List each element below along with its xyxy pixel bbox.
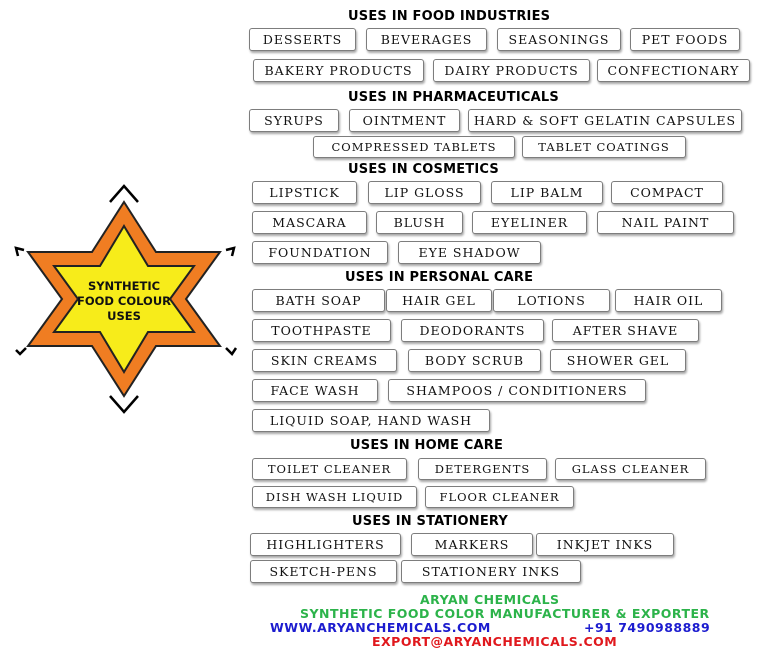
tag-seasonings: SEASONINGS	[497, 28, 621, 51]
tag-bakery-products: BAKERY PRODUCTS	[253, 59, 424, 82]
tag-skin-creams: SKIN CREAMS	[252, 349, 397, 372]
tag-compressed-tablets: COMPRESSED TABLETS	[313, 136, 515, 158]
tag-beverages: BEVERAGES	[366, 28, 487, 51]
tag-eyeliner: EYELINER	[472, 211, 587, 234]
star-badge-icon	[14, 182, 238, 414]
tag-shower-gel: SHOWER GEL	[550, 349, 686, 372]
tag-foundation: FOUNDATION	[252, 241, 388, 264]
tag-confectionary: CONFECTIONARY	[597, 59, 750, 82]
tag-shampoos-conditioners: SHAMPOOS / CONDITIONERS	[388, 379, 646, 402]
heading-home-care: USES IN HOME CARE	[350, 438, 504, 453]
badge-line-1: SYNTHETIC	[87, 279, 161, 293]
tag-tablet-coatings: TABLET COATINGS	[522, 136, 686, 158]
tag-deodorants: DEODORANTS	[401, 319, 544, 342]
footer-phone[interactable]: +91 7490988889	[584, 620, 711, 635]
tag-lip-gloss: LIP GLOSS	[368, 181, 481, 204]
footer-email[interactable]: EXPORT@ARYANCHEMICALS.COM	[372, 634, 618, 649]
footer-website[interactable]: WWW.ARYANCHEMICALS.COM	[270, 620, 491, 635]
heading-personal-care: USES IN PERSONAL CARE	[345, 270, 534, 285]
tag-dairy-products: DAIRY PRODUCTS	[433, 59, 590, 82]
tag-glass-cleaner: GLASS CLEANER	[555, 458, 706, 480]
tag-dish-wash-liquid: DISH WASH LIQUID	[252, 486, 417, 508]
tag-toilet-cleaner: TOILET CLEANER	[252, 458, 407, 480]
tag-desserts: DESSERTS	[249, 28, 356, 51]
tag-body-scrub: BODY SCRUB	[408, 349, 541, 372]
tag-floor-cleaner: FLOOR CLEANER	[425, 486, 574, 508]
tag-highlighters: HIGHLIGHTERS	[250, 533, 401, 556]
badge-line-2: FOOD COLOUR	[76, 294, 172, 308]
tag-lotions: LOTIONS	[493, 289, 610, 312]
tag-markers: MARKERS	[411, 533, 533, 556]
tag-hair-oil: HAIR OIL	[615, 289, 722, 312]
tag-detergents: DETERGENTS	[418, 458, 547, 480]
heading-food: USES IN FOOD INDUSTRIES	[348, 9, 551, 24]
tag-gelatin-capsules: HARD & SOFT GELATIN CAPSULES	[468, 109, 742, 132]
tag-face-wash: FACE WASH	[252, 379, 378, 402]
tag-inkjet-inks: INKJET INKS	[536, 533, 674, 556]
tag-pet-foods: PET FOODS	[630, 28, 740, 51]
tag-bath-soap: BATH SOAP	[252, 289, 385, 312]
tag-mascara: MASCARA	[252, 211, 367, 234]
tag-sketch-pens: SKETCH-PENS	[250, 560, 397, 583]
tag-stationery-inks: STATIONERY INKS	[401, 560, 581, 583]
tag-nail-paint: NAIL PAINT	[597, 211, 734, 234]
heading-pharma: USES IN PHARMACEUTICALS	[348, 90, 559, 105]
tag-ointment: OINTMENT	[349, 109, 460, 132]
tag-compact: COMPACT	[611, 181, 723, 204]
tag-liquid-soap-hand-wash: LIQUID SOAP, HAND WASH	[252, 409, 490, 432]
heading-cosmetics: USES IN COSMETICS	[348, 162, 499, 177]
tag-lipstick: LIPSTICK	[252, 181, 357, 204]
badge-line-3: USES	[107, 309, 141, 323]
tag-toothpaste: TOOTHPASTE	[252, 319, 391, 342]
tag-syrups: SYRUPS	[249, 109, 339, 132]
tag-after-shave: AFTER SHAVE	[552, 319, 699, 342]
footer-tagline: SYNTHETIC FOOD COLOR MANUFACTURER & EXPORTER	[300, 606, 710, 621]
footer-company: ARYAN CHEMICALS	[420, 592, 560, 607]
tag-eye-shadow: EYE SHADOW	[398, 241, 541, 264]
heading-stationery: USES IN STATIONERY	[352, 514, 509, 529]
tag-lip-balm: LIP BALM	[491, 181, 603, 204]
tag-blush: BLUSH	[376, 211, 463, 234]
tag-hair-gel: HAIR GEL	[386, 289, 492, 312]
